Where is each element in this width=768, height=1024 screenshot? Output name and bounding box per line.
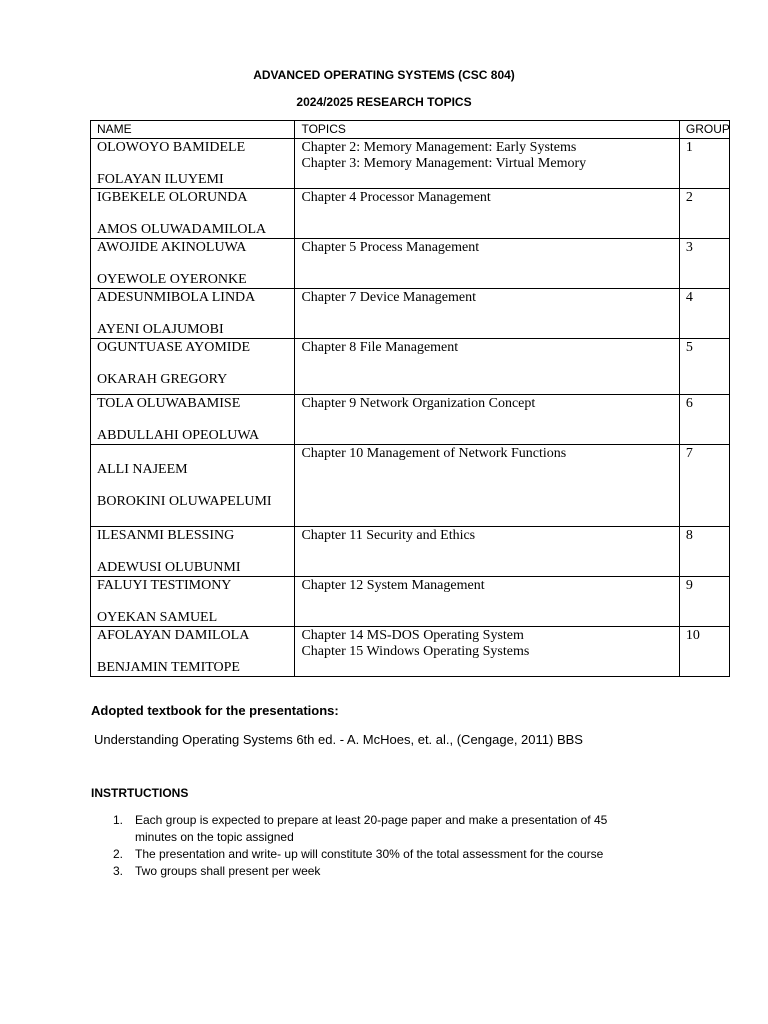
table-row [91,445,730,527]
table-row [91,577,730,627]
instruction-text: Each group is expected to prepare at least 20-page paper and make a presentation of 45 minutes on the topic assigned [135,813,608,844]
topic-cell [295,239,679,289]
student-name: BOROKINI OLUWAPELUMI [97,494,272,509]
table-row [91,139,730,189]
topic-text: Chapter 14 MS-DOS Operating System [301,628,524,643]
list-item [91,812,651,846]
group-cell: 8 [679,527,729,577]
group-cell: 2 [679,189,729,239]
instruction-text: The presentation and write- up will constitute 30% of the total assessment for the course [135,847,604,861]
table-header-row [91,121,730,139]
student-name: AYENI OLAJUMOBI [97,322,224,337]
student-name: BENJAMIN TEMITOPE [97,660,240,675]
header-topics: TOPICS [295,121,679,139]
list-number: 2. [113,847,124,861]
student-name: OYEWOLE OYERONKE [97,272,247,287]
student-name: OGUNTUASE AYOMIDE [97,340,251,355]
student-name: FOLAYAN ILUYEMI [97,172,224,187]
table-row [91,239,730,289]
group-cell: 10 [679,627,729,677]
topic-text: Chapter 7 Device Management [301,290,477,305]
topic-text: Chapter 9 Network Organization Concept [301,396,536,411]
topic-text: Chapter 15 Windows Operating Systems [301,644,530,659]
topic-text: Chapter 2: Memory Management: Early Systems [301,140,577,155]
topic-text: Chapter 5 Process Management [301,240,480,255]
table-row [91,527,730,577]
name-cell [91,339,295,395]
table-row [91,189,730,239]
student-name: FALUYI TESTIMONY [97,578,232,593]
table-row [91,289,730,339]
group-cell: 6 [679,395,729,445]
student-name: OKARAH GREGORY [97,372,228,387]
group-cell: 9 [679,577,729,627]
textbook-reference: Understanding Operating Systems 6th ed. - A. McHoes, et. al., (Cengage, 2011) BBS [94,732,583,747]
textbook-heading: Adopted textbook for the presentations: [91,703,339,718]
topic-text: Chapter 3: Memory Management: Virtual Memory [301,156,587,171]
topic-cell [295,445,679,527]
name-cell [91,527,295,577]
topic-text: Chapter 12 System Management [301,578,485,593]
list-number: 1. [113,813,124,827]
topic-cell [295,627,679,677]
student-name: OYEKAN SAMUEL [97,610,218,625]
name-cell [91,139,295,189]
student-name: ADESUNMIBOLA LINDA [97,290,256,305]
student-name: IGBEKELE OLORUNDA [97,190,248,205]
name-cell [91,239,295,289]
student-name: ADEWUSI OLUBUNMI [97,560,241,575]
name-cell [91,577,295,627]
student-name: ILESANMI BLESSING [97,528,235,543]
student-name: TOLA OLUWABAMISE [97,396,241,411]
student-name: AMOS OLUWADAMILOLA [97,222,267,237]
document-title: ADVANCED OPERATING SYSTEMS (CSC 804) [253,68,515,82]
topic-text: Chapter 4 Processor Management [301,190,491,205]
student-name: AFOLAYAN DAMILOLA [97,628,250,643]
topic-cell [295,289,679,339]
table-row [91,339,730,395]
group-cell: 5 [679,339,729,395]
instruction-text: Two groups shall present per week [135,864,321,878]
name-cell [91,289,295,339]
student-name: OLOWOYO BAMIDELE [97,140,246,155]
topic-cell [295,395,679,445]
name-cell [91,627,295,677]
topic-text: Chapter 8 File Management [301,340,459,355]
list-item [91,863,651,880]
table-row [91,395,730,445]
topic-cell [295,189,679,239]
list-number: 3. [113,864,124,878]
header-name: NAME [91,121,295,139]
list-item [91,846,651,863]
topic-text: Chapter 10 Management of Network Functions [301,446,567,461]
name-cell [91,395,295,445]
topic-cell [295,339,679,395]
header-group: GROUP [679,121,729,139]
table-row [91,627,730,677]
topic-cell [295,527,679,577]
student-name: ALLI NAJEEM [97,462,188,477]
topic-text: Chapter 11 Security and Ethics [301,528,476,543]
name-cell [91,445,295,527]
student-name: AWOJIDE AKINOLUWA [97,240,247,255]
group-cell: 1 [679,139,729,189]
instructions-heading: INSTRTUCTIONS [91,786,189,800]
topics-table [90,120,730,677]
instructions-list [91,812,651,880]
group-cell: 3 [679,239,729,289]
student-name: ABDULLAHI OPEOLUWA [97,428,260,443]
name-cell [91,189,295,239]
topic-cell [295,139,679,189]
group-cell: 4 [679,289,729,339]
topic-cell [295,577,679,627]
document-subtitle: 2024/2025 RESEARCH TOPICS [296,95,472,109]
group-cell: 7 [679,445,729,527]
